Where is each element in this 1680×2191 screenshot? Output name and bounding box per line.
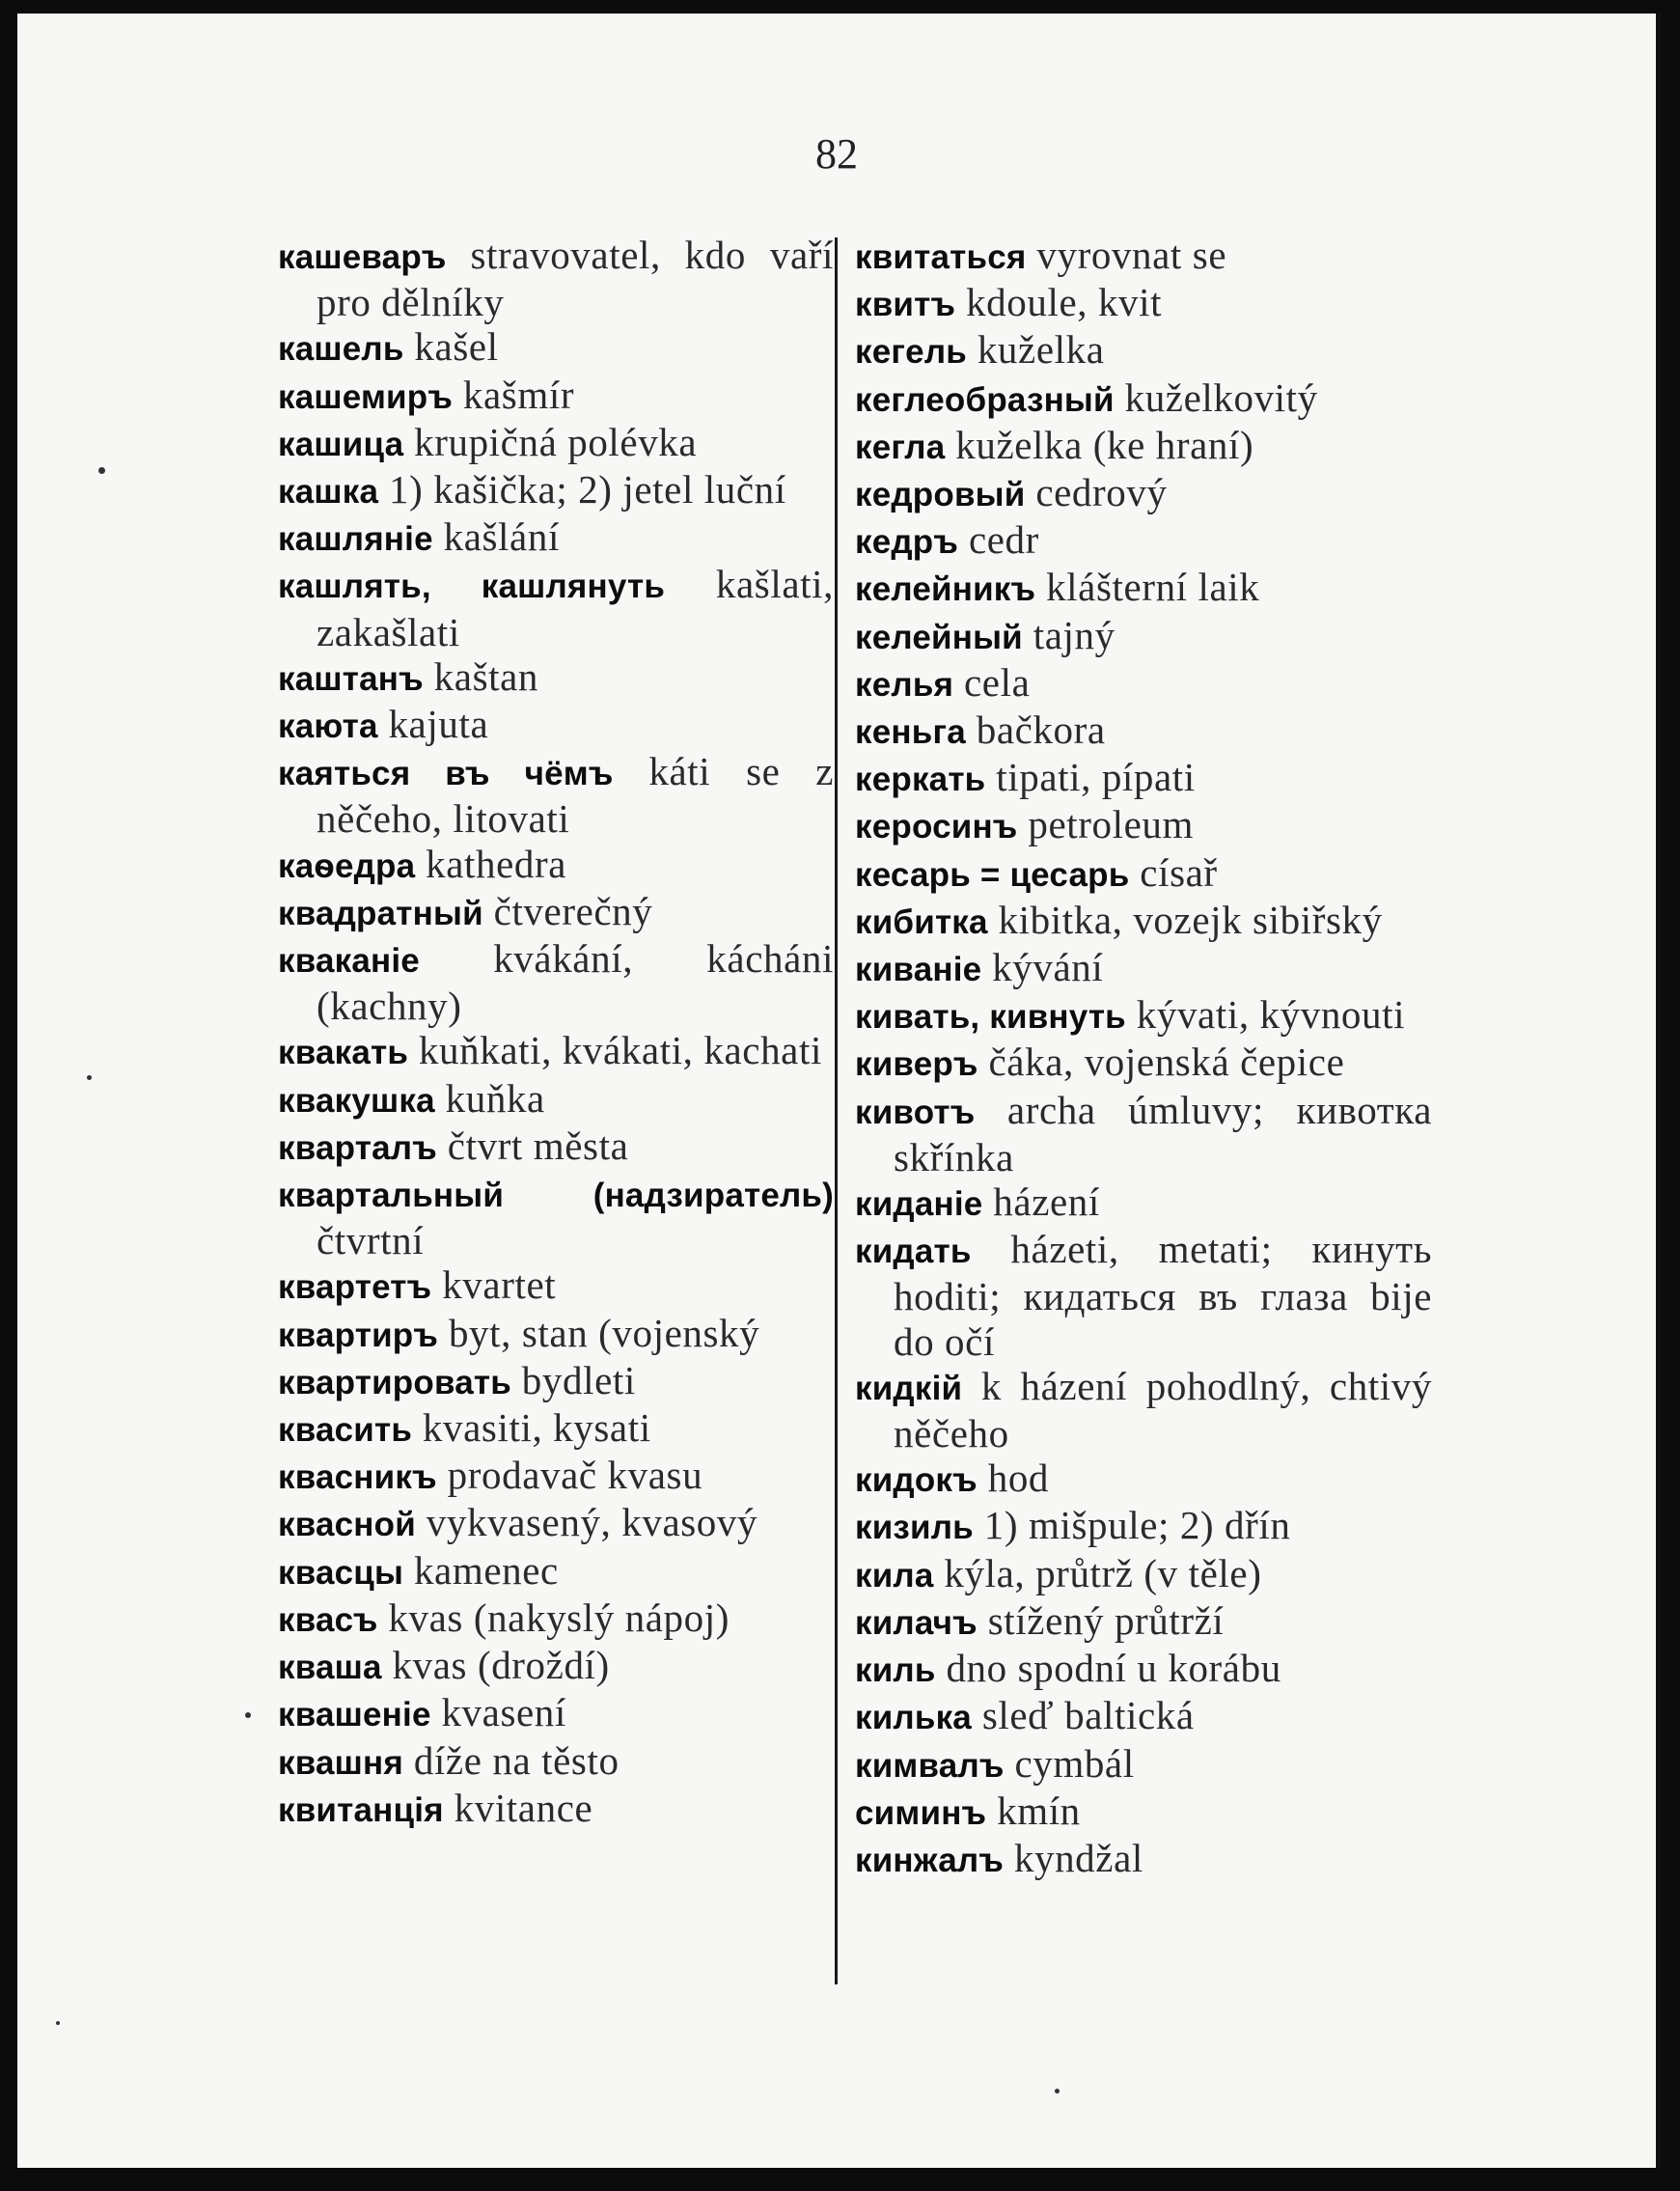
entry-translation: tipati, pípati — [985, 755, 1196, 800]
entry-headword: квартировать — [278, 1363, 511, 1401]
dictionary-entry — [855, 992, 1432, 1040]
dictionary-entry — [278, 1500, 834, 1547]
dictionary-entry — [855, 1364, 1432, 1456]
dictionary-entry — [278, 1786, 834, 1833]
dictionary-entry — [278, 1643, 834, 1690]
entry-translation: kuželka (ke hraní) — [945, 422, 1254, 467]
dictionary-entry — [278, 1405, 834, 1453]
entry-headword: киданіе — [855, 1185, 983, 1224]
entry-translation: čtvrtní — [317, 1218, 425, 1263]
dictionary-entry — [278, 842, 834, 889]
entry-translation: kmín — [986, 1788, 1081, 1833]
dictionary-entry — [855, 1598, 1432, 1646]
entry-headword: кашеваръ — [278, 238, 447, 276]
dictionary-entry — [278, 467, 834, 514]
entry-translation: čtvrt města — [436, 1123, 629, 1168]
entry-headword: квасникъ — [278, 1458, 437, 1497]
entry-headword: кеньга — [855, 713, 966, 752]
dictionary-entry — [855, 1789, 1432, 1836]
entry-headword: кила — [855, 1556, 934, 1595]
entry-headword: квашеніе — [278, 1696, 431, 1734]
dictionary-entry — [855, 1646, 1432, 1693]
entry-translation: kajuta — [377, 702, 489, 747]
dictionary-entry — [278, 1262, 834, 1310]
entry-headword: каштанъ — [278, 659, 424, 698]
entry-headword: кизиль — [855, 1509, 974, 1547]
entry-translation: kdoule, kvit — [955, 280, 1163, 325]
dictionary-entry — [855, 565, 1432, 612]
dictionary-entry — [278, 889, 834, 936]
entry-translation: bydleti — [510, 1357, 636, 1402]
entry-headword: кварталъ — [278, 1128, 437, 1167]
entry-headword: квасъ — [278, 1600, 378, 1639]
entry-headword: квартальный (надзиратель) — [278, 1177, 834, 1215]
dictionary-entry — [278, 1171, 834, 1262]
entry-translation: kvákání, kácháni (kachny) — [317, 936, 834, 1029]
entry-headword: кегла — [855, 428, 946, 466]
dictionary-entry — [855, 660, 1432, 707]
dictionary-page — [17, 14, 1662, 2168]
dictionary-entry — [855, 375, 1432, 423]
entry-translation: archa úmluvy; кивотка skřínka — [894, 1087, 1432, 1179]
print-speck — [98, 467, 105, 474]
entry-translation: kývati, kývnouti — [1125, 992, 1406, 1038]
dictionary-entry — [855, 423, 1432, 470]
entry-translation: káti se z něčeho, litovati — [317, 749, 834, 842]
entry-headword: кашель — [278, 330, 404, 369]
entry-headword: кивотъ — [855, 1093, 976, 1131]
dictionary-entry — [278, 1076, 834, 1123]
entry-translation: kuželka — [966, 327, 1105, 373]
entry-translation: čtverečný — [482, 888, 653, 933]
dictionary-entry — [855, 1836, 1432, 1883]
entry-headword: киверъ — [855, 1045, 978, 1084]
dictionary-entry — [855, 850, 1432, 898]
entry-translation: kuňka — [434, 1075, 545, 1121]
dictionary-entry — [855, 1456, 1432, 1503]
entry-translation: kvartet — [431, 1262, 557, 1308]
dictionary-entry — [278, 562, 834, 653]
print-speck — [1055, 2089, 1060, 2094]
entry-headword: кашляніе — [278, 520, 433, 559]
entry-translation: kvitance — [443, 1785, 593, 1830]
entry-translation: kašel — [403, 324, 499, 370]
dictionary-entry — [278, 1690, 834, 1737]
entry-headword: керосинъ — [855, 808, 1018, 846]
dictionary-entry — [278, 1028, 834, 1075]
entry-headword: квартетъ — [278, 1268, 432, 1307]
entry-translation: kašmír — [453, 372, 575, 417]
entry-translation: vykvasený, kvasový — [415, 1500, 758, 1545]
column-divider — [835, 237, 838, 1984]
entry-headword: кваша — [278, 1649, 382, 1687]
entry-headword: килачъ — [855, 1603, 978, 1642]
entry-headword: келейникъ — [855, 570, 1036, 609]
entry-headword: килька — [855, 1699, 972, 1737]
entry-headword: квасить — [278, 1411, 413, 1450]
dictionary-entry — [855, 802, 1432, 849]
entry-headword: кидать — [855, 1233, 972, 1271]
entry-translation: tajný — [1022, 612, 1115, 657]
entry-translation: sleď baltická — [971, 1693, 1195, 1738]
entry-headword: киль — [855, 1651, 936, 1690]
entry-headword: кваканіе — [278, 942, 420, 981]
entry-headword: кегель — [855, 333, 967, 372]
dictionary-entry — [278, 1738, 834, 1786]
dictionary-entry — [278, 749, 834, 841]
entry-translation: čáka, vojenská čepice — [978, 1040, 1345, 1085]
entry-translation: kvasení — [430, 1690, 566, 1735]
entry-translation: 1) mišpule; 2) dřín — [973, 1503, 1291, 1548]
entry-translation: kvas (nakyslý nápoj) — [377, 1595, 730, 1640]
entry-headword: кинжалъ — [855, 1841, 1005, 1879]
left-column — [278, 233, 834, 1833]
dictionary-entry — [855, 1227, 1432, 1364]
dictionary-entry — [855, 1741, 1432, 1789]
dictionary-entry — [278, 1123, 834, 1171]
entry-translation: byt, stan (vojenský — [438, 1310, 760, 1355]
entry-headword: киваніе — [855, 951, 982, 989]
dictionary-entry — [855, 470, 1432, 517]
entry-headword: квашня — [278, 1743, 403, 1782]
entry-headword: кеглеобразный — [855, 380, 1115, 419]
entry-headword: каѳедра — [278, 846, 416, 885]
dictionary-entry — [855, 1088, 1432, 1179]
entry-headword: кидкій — [855, 1369, 963, 1407]
entry-translation: kyndžal — [1004, 1835, 1143, 1880]
entry-translation: císař — [1129, 849, 1218, 895]
entry-translation: kamenec — [403, 1547, 559, 1593]
entry-translation: bačkora — [965, 707, 1106, 753]
dictionary-entry — [278, 936, 834, 1028]
entry-translation: kýla, průtrž (v těle) — [933, 1550, 1262, 1595]
entry-translation: 1) kašička; 2) jetel luční — [378, 467, 786, 513]
dictionary-entry — [855, 280, 1432, 327]
dictionary-entry — [278, 1311, 834, 1358]
entry-headword: келья — [855, 665, 954, 704]
dictionary-entry — [278, 1453, 834, 1500]
entry-translation: kathedra — [415, 841, 567, 886]
dictionary-entry — [278, 654, 834, 702]
entry-headword: кесарь = цесарь — [855, 855, 1130, 894]
entry-translation: díže na těsto — [402, 1737, 620, 1783]
entry-translation: stravovatel, kdo vaří pro dělníky — [317, 233, 834, 325]
dictionary-entry — [855, 1551, 1432, 1598]
entry-translation: kvas (droždí) — [381, 1643, 610, 1688]
entry-headword: кивать, кивнуть — [855, 998, 1126, 1037]
entry-translation: petroleum — [1017, 802, 1195, 847]
entry-headword: кедръ — [855, 523, 959, 562]
dictionary-entry — [278, 373, 834, 420]
entry-headword: симинъ — [855, 1793, 987, 1832]
dictionary-entry — [278, 1358, 834, 1405]
entry-translation: k házení pohodlný, chtivý něčeho — [894, 1363, 1432, 1456]
dictionary-entry — [855, 1040, 1432, 1087]
dictionary-entry — [855, 517, 1432, 565]
entry-translation: cela — [953, 659, 1031, 705]
dictionary-entry — [278, 1548, 834, 1595]
entry-headword: кашемиръ — [278, 377, 454, 416]
entry-translation: házeti, metati; кинуть hoditi; кидаться въ глаза bije do očí — [894, 1227, 1432, 1364]
entry-translation: cymbál — [1004, 1740, 1135, 1786]
entry-translation: krupičná polévka — [403, 419, 698, 464]
print-speck — [245, 1712, 251, 1718]
entry-translation: dno spodní u korábu — [935, 1646, 1281, 1691]
dictionary-entry — [278, 702, 834, 749]
entry-headword: кашка — [278, 473, 379, 512]
dictionary-entry — [278, 514, 834, 562]
entry-translation: kaštan — [423, 653, 539, 699]
print-speck — [56, 2021, 60, 2025]
entry-translation: házení — [982, 1179, 1100, 1225]
entry-translation: kašlati, zakašlati — [317, 562, 834, 654]
entry-headword: квакать — [278, 1034, 409, 1072]
entry-headword: кибитка — [855, 902, 988, 941]
entry-headword: квартиръ — [278, 1316, 439, 1354]
entry-translation: kašlání — [432, 514, 560, 560]
entry-headword: квитаться — [855, 238, 1027, 276]
entry-translation: kývání — [981, 945, 1104, 990]
dictionary-entry — [855, 898, 1432, 945]
dictionary-entry — [278, 420, 834, 467]
dictionary-entry — [278, 324, 834, 372]
entry-headword: квакушка — [278, 1081, 435, 1120]
entry-headword: кимвалъ — [855, 1746, 1005, 1785]
dictionary-entry — [855, 707, 1432, 755]
entry-headword: квадратный — [278, 894, 483, 932]
print-speck — [87, 1075, 92, 1080]
entry-translation: klášterní laik — [1035, 565, 1260, 610]
dictionary-entry — [855, 755, 1432, 802]
dictionary-entry — [855, 1693, 1432, 1740]
entry-headword: кашлять, кашлянуть — [278, 568, 666, 606]
dictionary-entry — [278, 233, 834, 324]
dictionary-entry — [855, 1503, 1432, 1550]
dictionary-entry — [855, 327, 1432, 374]
entry-translation: cedr — [958, 517, 1039, 563]
entry-headword: кедровый — [855, 476, 1026, 514]
entry-headword: квасной — [278, 1506, 416, 1544]
entry-headword: квитъ — [855, 286, 956, 324]
entry-headword: келейный — [855, 618, 1023, 656]
right-column — [855, 233, 1432, 1883]
entry-headword: каяться въ чёмъ — [278, 755, 614, 793]
page-number: 82 — [815, 130, 858, 178]
dictionary-entry — [855, 1179, 1432, 1227]
entry-headword: кидокъ — [855, 1461, 978, 1500]
dictionary-entry — [855, 945, 1432, 992]
entry-translation: stížený průtrží — [977, 1597, 1225, 1643]
entry-translation: prodavač kvasu — [436, 1453, 703, 1498]
entry-headword: квасцы — [278, 1553, 404, 1592]
entry-headword: каюта — [278, 707, 378, 746]
dictionary-entry — [855, 613, 1432, 660]
entry-translation: kibitka, vozejk sibiřský — [987, 897, 1383, 942]
entry-translation: kuňkati, kvákati, kachati — [408, 1028, 822, 1073]
entry-headword: керкать — [855, 761, 986, 799]
entry-headword: квитанція — [278, 1790, 444, 1829]
entry-translation: cedrový — [1025, 470, 1168, 515]
entry-translation: hod — [977, 1456, 1050, 1501]
entry-headword: кашица — [278, 425, 404, 463]
entry-translation: vyrovnat se — [1026, 233, 1227, 277]
dictionary-entry — [278, 1595, 834, 1643]
entry-translation: kvasiti, kysati — [412, 1405, 651, 1451]
entry-translation: kuželkovitý — [1114, 374, 1318, 420]
dictionary-entry — [855, 233, 1432, 280]
